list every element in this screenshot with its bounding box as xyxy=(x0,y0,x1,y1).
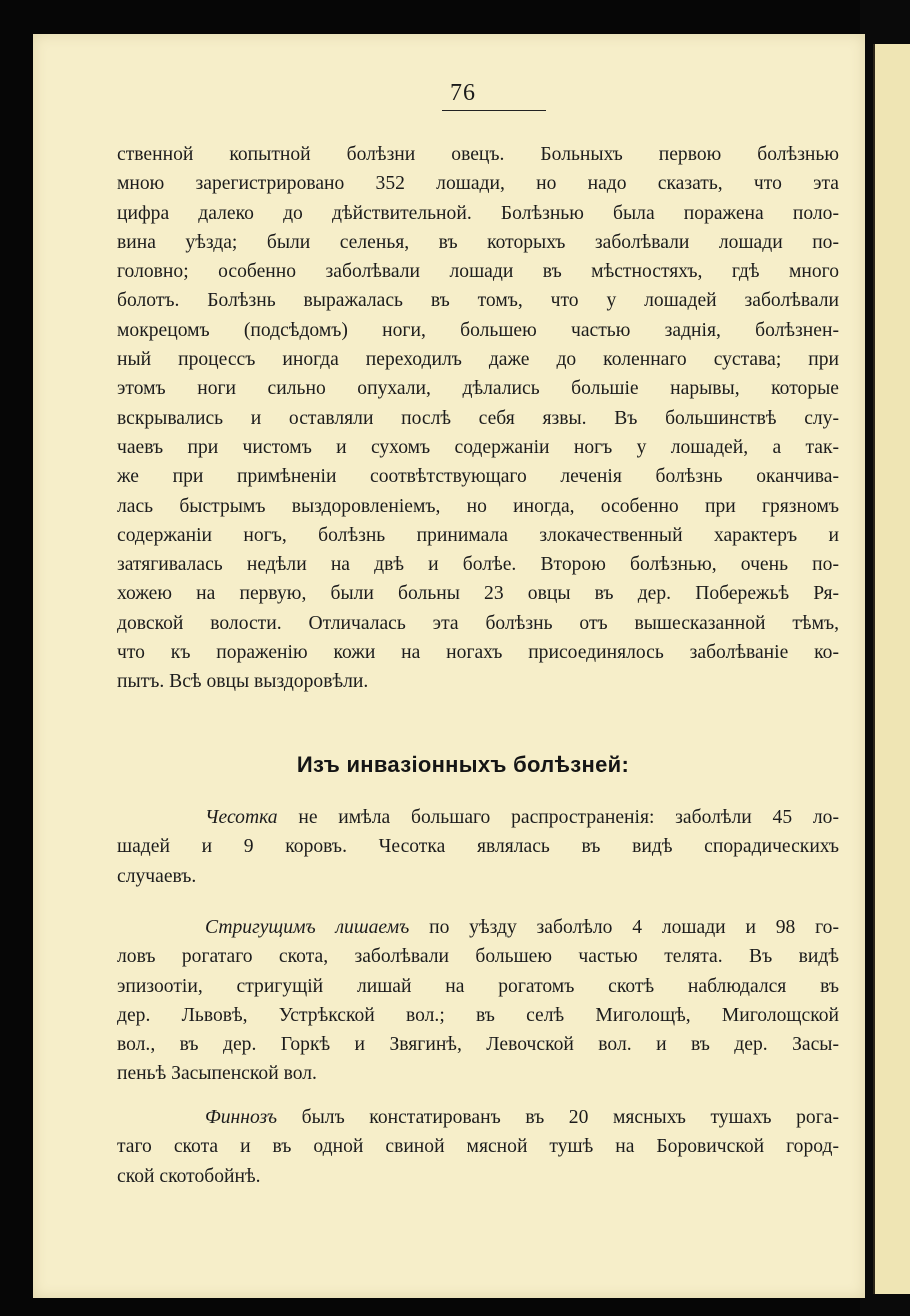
paragraph-continuation xyxy=(117,140,839,697)
text-line: ственной копытной болѣзни овецъ. Больныхъ первою болѣзнью xyxy=(117,144,839,165)
text-line xyxy=(117,1103,839,1132)
text-line: ловъ рогатаго скота, заболѣвали большею частью телята. Въ видѣ xyxy=(117,946,839,968)
text-line: пеньѣ Засыпенской вол. xyxy=(117,1063,317,1085)
adjacent-page-edge xyxy=(873,44,910,1294)
page-number: 76 xyxy=(450,80,476,106)
book-page xyxy=(33,34,865,1298)
text-line: ской скотобойнѣ. xyxy=(117,1165,261,1187)
text-line: цифра далеко до дѣйствительной. Болѣзнью была поражена поло- xyxy=(117,202,839,224)
text-line: содержаніи ногъ, болѣзнь принимала злокачественный характеръ и xyxy=(117,524,839,546)
text-line: вол., въ дер. Горкѣ и Звягинѣ, Левочской вол. и въ дер. Засы- xyxy=(117,1034,839,1056)
term-scabies: Чесотка xyxy=(205,807,278,828)
text-fragment: по уѣзду заболѣло 4 лошади и 98 го- xyxy=(409,917,839,938)
text-line: же при примѣненіи соотвѣтствующаго леченія болѣзнь оканчива- xyxy=(117,466,839,488)
term-ringworm: Стригущимъ лишаемъ xyxy=(205,917,410,938)
text-line: болотъ. Болѣзнь выражалась въ томъ, что у лошадей заболѣвали xyxy=(117,290,839,312)
paragraph-finnosis xyxy=(117,1103,839,1191)
text-line: ный процессъ иногда переходилъ даже до коленнаго сустава; при xyxy=(117,349,839,371)
page-number-rule xyxy=(442,110,546,111)
text-line: головно; особенно заболѣвали лошади въ мѣстностяхъ, гдѣ много xyxy=(117,261,839,283)
text-line: затягивалась недѣли на двѣ и болѣе. Второю болѣзнью, очень по- xyxy=(117,554,839,576)
text-fragment: не имѣла большаго распространенія: заболѣли 45 ло- xyxy=(277,807,839,828)
text-line: лась быстрымъ выздоровленіемъ, но иногда, особенно при грязномъ xyxy=(117,495,839,517)
text-line: вина уѣзда; были селенья, въ которыхъ заболѣвали лошади по- xyxy=(117,231,839,253)
text-fragment: былъ констатированъ въ 20 мясныхъ тушахъ рога- xyxy=(277,1107,839,1128)
text-line: хожею на первую, были больны 23 овцы въ дер. Побережьѣ Ря- xyxy=(117,583,839,605)
text-line: эпизоотіи, стригущій лишай на рогатомъ скотѣ наблюдался въ xyxy=(117,975,839,997)
text-line: мокрецомъ (подсѣдомъ) ноги, большею частью заднія, болѣзнен- xyxy=(117,319,839,341)
term-finnosis: Финнозъ xyxy=(205,1107,278,1128)
text-line: вскрывались и оставляли послѣ себя язвы. Въ большинствѣ слу- xyxy=(117,407,839,429)
text-line: дер. Львовѣ, Устрѣкской вол.; въ селѣ Миголощѣ, Миголощской xyxy=(117,1004,839,1026)
text-line: чаевъ при чистомъ и сухомъ содержаніи ногъ у лошадей, а так- xyxy=(117,436,839,458)
text-line: случаевъ. xyxy=(117,865,197,887)
paragraph-ringworm xyxy=(117,913,839,1089)
text-line xyxy=(117,913,839,942)
section-heading: Изъ инвазіонныхъ болѣзней: xyxy=(296,752,630,777)
text-line xyxy=(117,803,839,832)
text-line: пытъ. Всѣ овцы выздоровѣли. xyxy=(117,671,369,693)
text-line: таго скота и въ одной свиной мясной тушѣ на Боровичской город- xyxy=(117,1136,839,1158)
text-line: что къ пораженію кожи на ногахъ присоединялось заболѣваніе ко- xyxy=(117,642,839,664)
text-line: мною зарегистрировано 352 лошади, но надо сказать, что эта xyxy=(117,173,839,195)
paragraph-scabies xyxy=(117,803,839,891)
text-line: этомъ ноги сильно опухали, дѣлались большіе нарывы, которые xyxy=(117,378,839,400)
text-line: довской волости. Отличалась эта болѣзнь отъ вышесказанной тѣмъ, xyxy=(117,612,839,634)
text-line: шадей и 9 коровъ. Чесотка являлась въ видѣ спорадическихъ xyxy=(117,836,839,858)
